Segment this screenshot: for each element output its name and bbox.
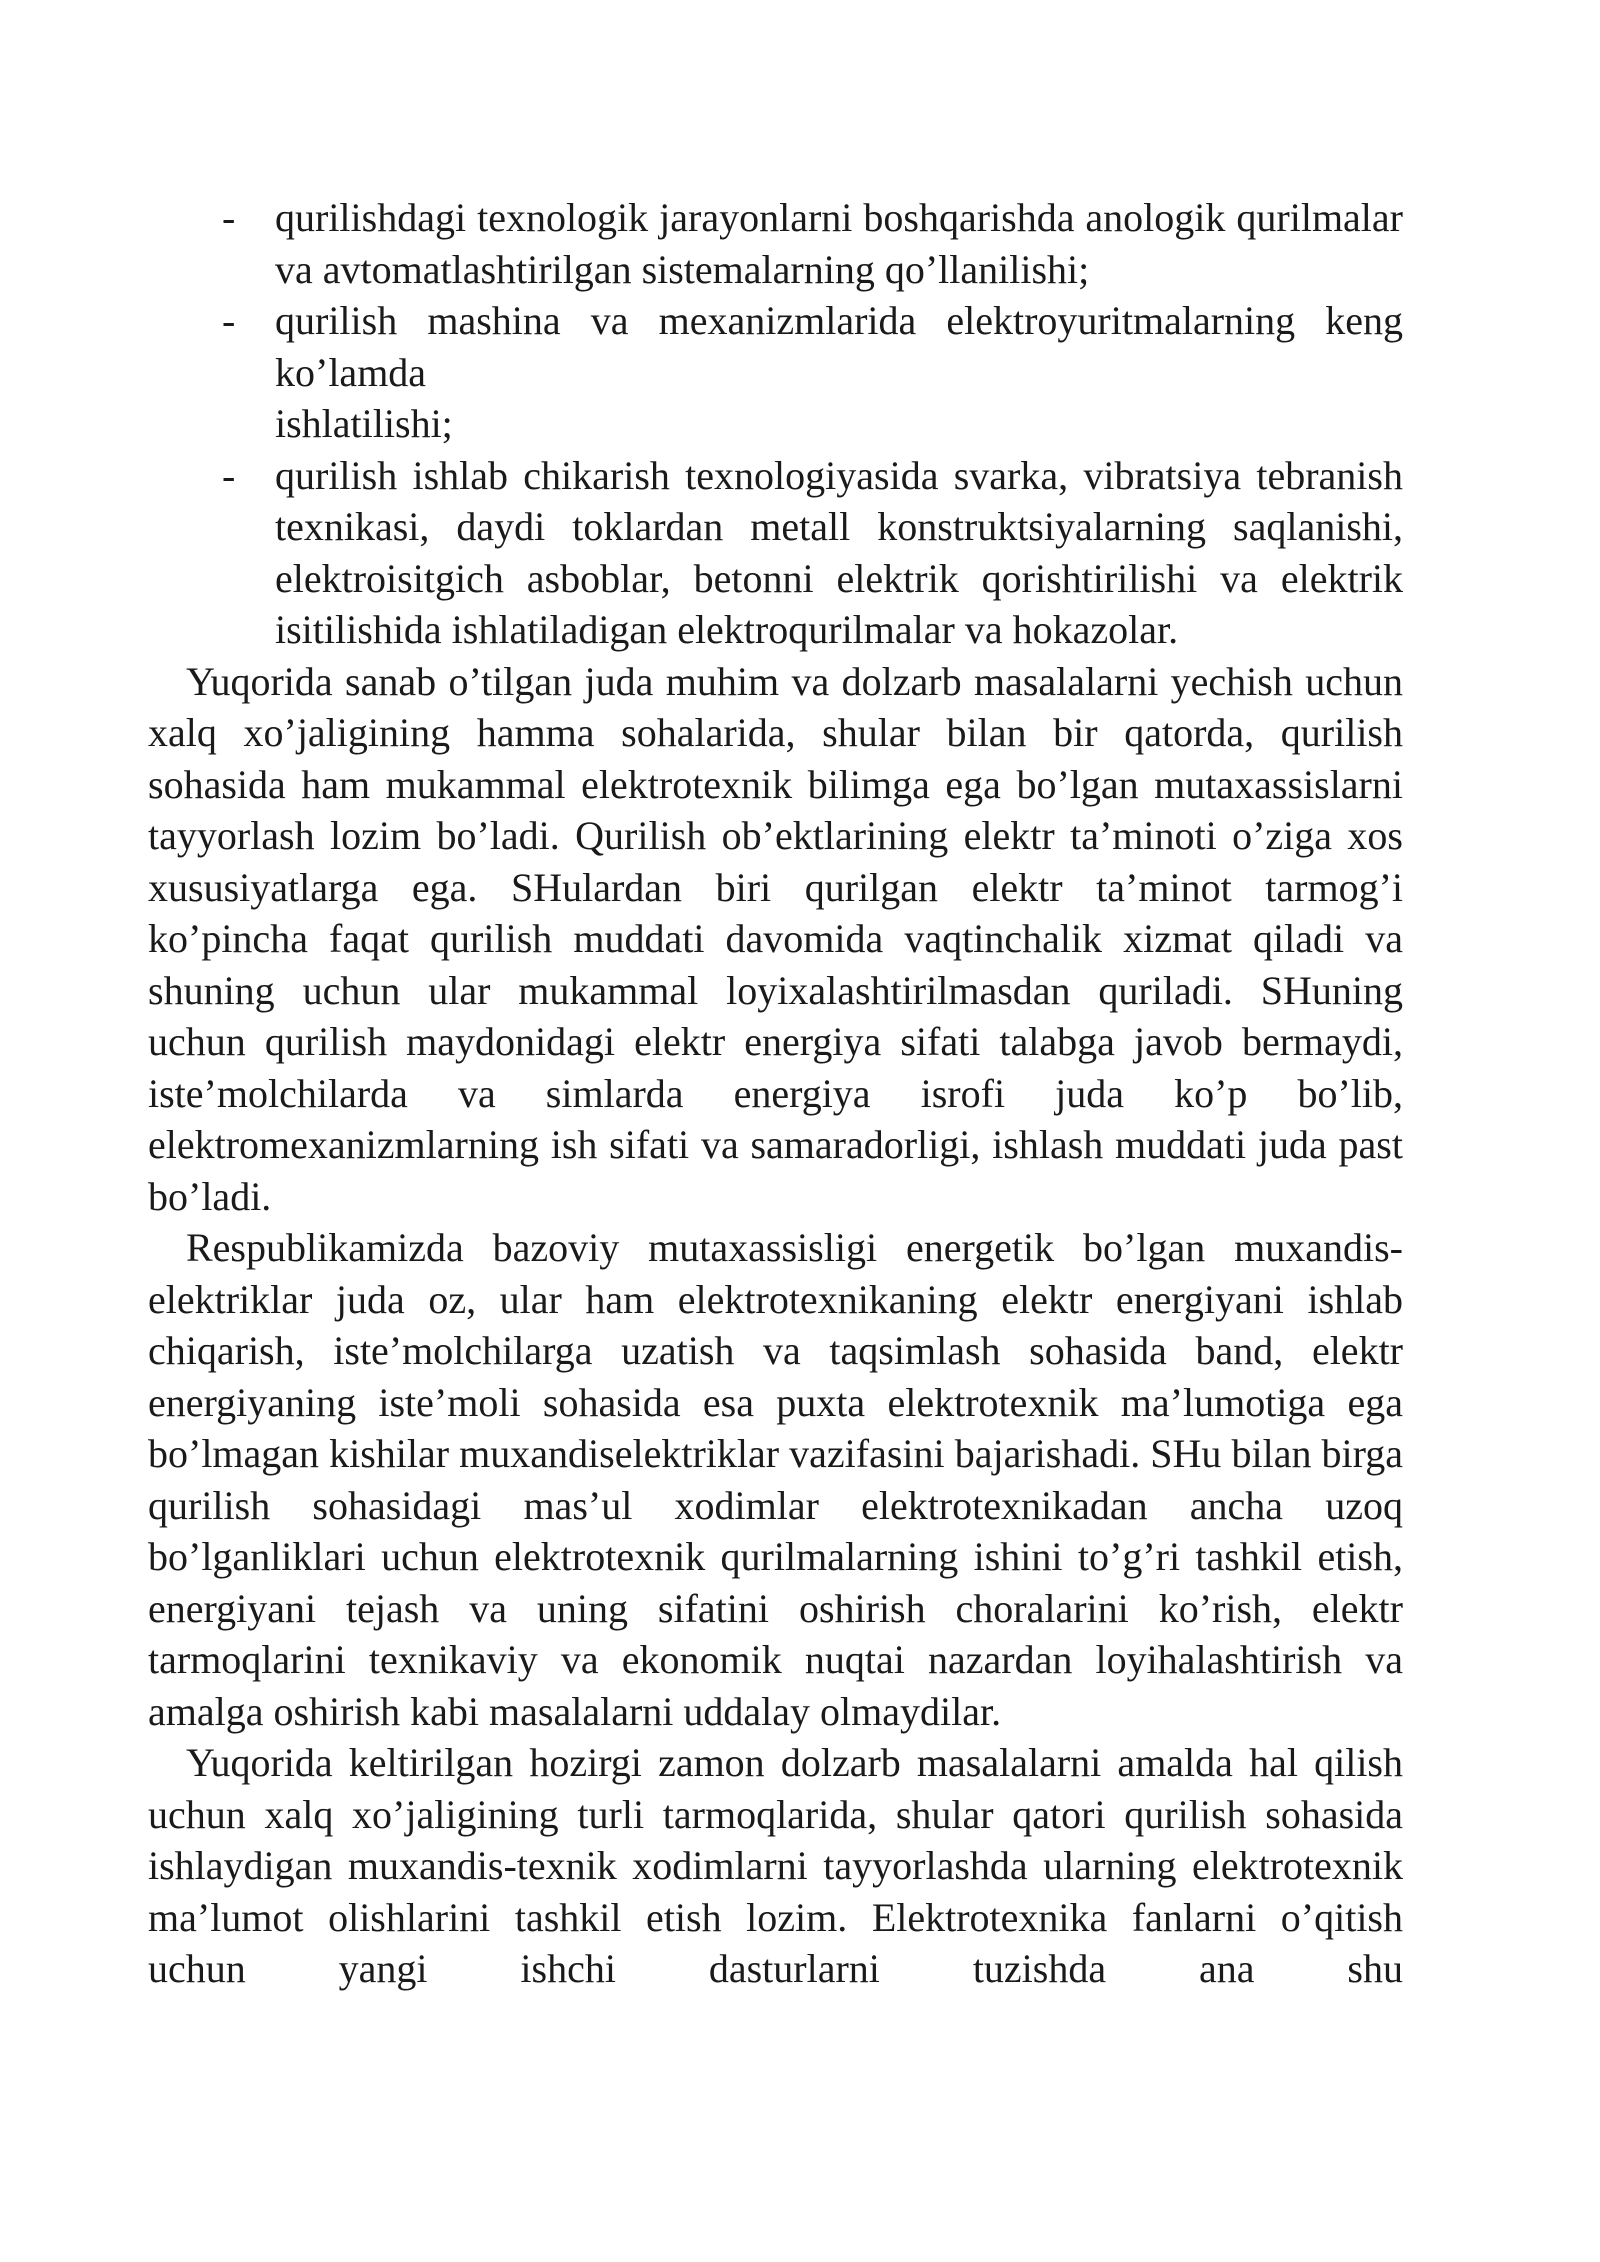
body-paragraph-3: Yuqorida keltirilgan hozirgi zamon dolzarb masalalarni amalda hal qilish uchun xalq xo’jaligining turli tarmoqlarida, shular qatori qurilish sohasida ishlaydigan muxandis-texnik xodimlarni tayyorlashda ularning elektrotexnik ma’lumot olishlarini tashkil etish lozim. Elektrotexnika fanlarni o’qitish uchun yangi ishchi dasturlarni tuzishda ana shu bbox=[148, 1740, 1403, 1991]
body-paragraph-1: Yuqorida sanab o’tilgan juda muhim va dolzarb masalalarni yechish uchun xalq xo’jaligining hamma sohalarida, shular bilan bir qatorda, qurilish sohasida ham mukammal elektrotexnik bilimga ega bo’lgan mutaxassislarni tayyorlash lozim bo’ladi. Qurilish ob’ektlarining elektr ta’minoti o’ziga xos xususiyatlarga ega. SHulardan biri qurilgan elektr ta’minot tarmog’i ko’pincha faqat qurilish muddati davomida vaqtinchalik xizmat qiladi va shuning uchun ular mukammal loyixalashtirilmasdan quriladi. SHuning uchun qurilish maydonidagi elektr energiya sifati talabga javob bermaydi, iste’molchilarda va simlarda energiya isrofi juda ko’p bo’lib, elektromexanizmlarning ish sifati va samaradorligi, ishlash muddati juda past bo’ladi. bbox=[148, 658, 1403, 1219]
list-item-text: qurilishdagi texnologik jarayonlarni boshqarishda anologik qurilmalar va avtomatlashtirilgan sistemalarning qo’llanilishi; bbox=[275, 195, 1403, 292]
list-item bbox=[222, 192, 1403, 295]
body-paragraph-2: Respublikamizda bazoviy mutaxassisligi energetik bo’lgan muxandis-elektriklar juda oz, ular ham elektrotexnikaning elektr energiyani ishlab chiqarish, iste’molchilarga uzatish va taqsimlash sohasida band, elektr energiyaning iste’moli sohasida esa puxta elektrotexnik ma’lumotiga ega bo’lmagan kishilar muxandiselektriklar vazifasini bajarishadi. SHu bilan birga qurilish sohasidagi mas’ul xodimlar elektrotexnikadan ancha uzoq bo’lganliklari uchun elektrotexnik qurilmalarning ishini to’g’ri tashkil etish, energiyani tejash va uning sifatini oshirish choralarini ko’rish, elektr tarmoqlarini texnikaviy va ekonomik nuqtai nazardan loyihalashtirish va amalga oshirish kabi masalalarni uddalay olmaydilar. bbox=[148, 1225, 1403, 1734]
list-item-text-line-2: ishlatilishi; bbox=[275, 401, 453, 446]
bullet-list bbox=[222, 192, 1403, 656]
list-dash-marker: - bbox=[222, 298, 236, 343]
document-page bbox=[148, 192, 1403, 1995]
list-dash-marker: - bbox=[222, 195, 236, 240]
list-item bbox=[222, 295, 1403, 450]
list-item-text-line-1: qurilish mashina va mexanizmlarida elektroyuritmalarning keng ko’lamda bbox=[275, 298, 1403, 395]
list-dash-marker: - bbox=[222, 452, 236, 498]
list-item bbox=[222, 450, 1403, 656]
list-item-text: qurilish ishlab chikarish texnologiyasida svarka, vibratsiya tebranish texnikasi, daydi toklardan metall konstruktsiyalarning saqlanishi, elektroisitgich asboblar, betonni elektrik qorishtirilishi va elektrik isitilishida ishlatiladigan elektroqurilmalar va hokazolar. bbox=[275, 452, 1403, 652]
